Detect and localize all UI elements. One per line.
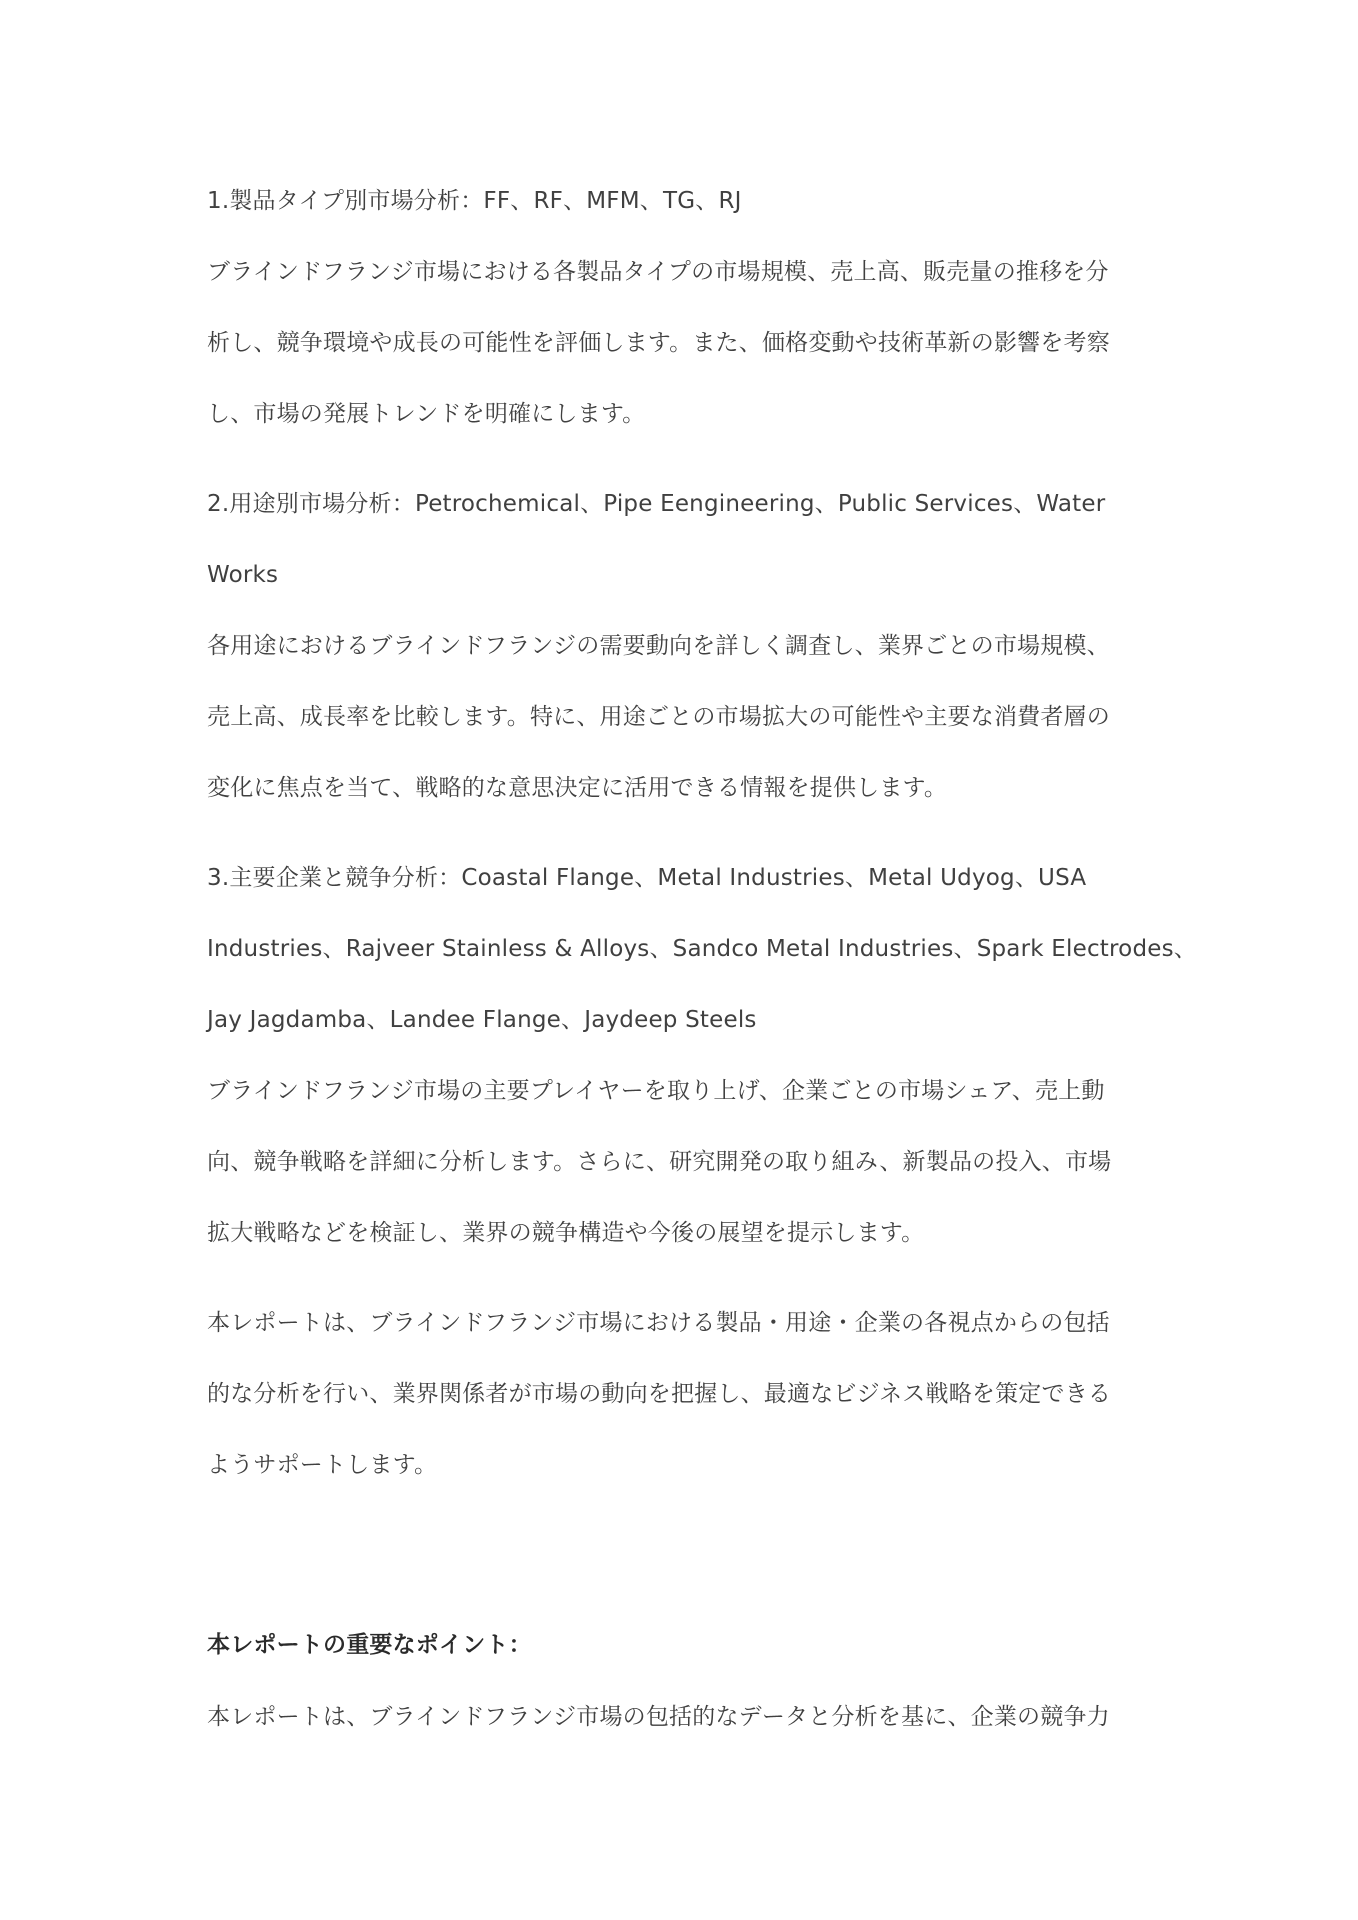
section3-body-line-2: 向、競争戦略を詳細に分析します。さらに、研究開発の取り組み、新製品の投入、市場 [207,1149,1112,1175]
section2-body-line-2: 売上高、成長率を比較します。特に、用途ごとの市場拡大の可能性や主要な消費者層の [207,704,1110,730]
section2-body-line-3: 変化に焦点を当て、戦略的な意思決定に活用できる情報を提供します。 [207,775,948,801]
section3-heading-line-1: 3.主要企業と競争分析：Coastal Flange、Metal Industries、Metal Udyog、USA [207,865,1087,891]
summary-line-2: 的な分析を行い、業界関係者が市場の動向を把握し、最適なビジネス戦略を策定できる [207,1381,1112,1407]
section2-heading-line-2: Works [207,562,279,588]
section3-body-line-1: ブラインドフランジ市場の主要プレイヤーを取り上げ、企業ごとの市場シェア、売上動 [207,1078,1105,1104]
section2-body-line-1: 各用途におけるブラインドフランジの需要動向を詳しく調査し、業界ごとの市場規模、 [207,633,1110,659]
section3-body-line-3: 拡大戦略などを検証し、業界の競争構造や今後の展望を提示します。 [207,1220,925,1246]
section1-heading: 1.製品タイプ別市場分析：FF、RF、MFM、TG、RJ [207,188,742,214]
section2-heading-line-1: 2.用途別市場分析：Petrochemical、Pipe Eengineering、Public Services、Water [207,491,1106,517]
section3-heading-line-2: Industries、Rajveer Stainless & Alloys、Sandco Metal Industries、Spark Electrodes、 [207,936,1197,962]
section1-body-line-2: 析し、競争環境や成長の可能性を評価します。また、価格変動や技術革新の影響を考察 [207,330,1110,356]
summary-line-1: 本レポートは、ブラインドフランジ市場における製品・用途・企業の各視点からの包括 [207,1310,1110,1336]
summary-line-3: ようサポートします。 [207,1452,438,1478]
section3-heading-line-3: Jay Jagdamba、Landee Flange、Jaydeep Steels [207,1007,757,1033]
section1-body-line-1: ブラインドフランジ市場における各製品タイプの市場規模、売上高、販売量の推移を分 [207,259,1109,285]
key-points-heading: 本レポートの重要なポイント： [207,1632,532,1658]
section1-body-line-3: し、市場の発展トレンドを明確にします。 [207,401,646,427]
key-points-body-line-1: 本レポートは、ブラインドフランジ市場の包括的なデータと分析を基に、企業の競争力 [207,1704,1110,1730]
